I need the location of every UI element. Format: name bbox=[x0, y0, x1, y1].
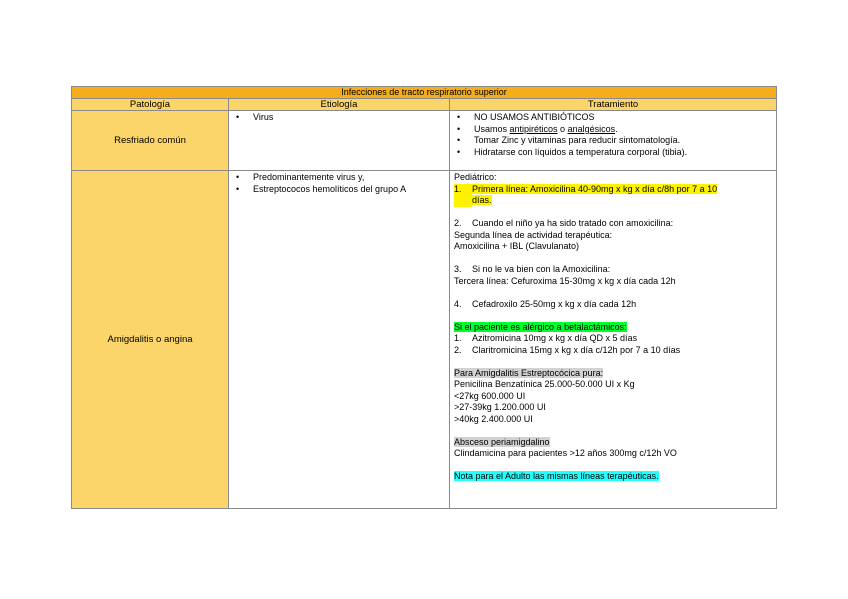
table-row bbox=[72, 171, 777, 509]
list-item: 4. Cefadroxilo 25-50mg x kg x día cada 12h bbox=[454, 298, 637, 309]
tratamiento-resfriado bbox=[450, 111, 777, 171]
list-item: 3. Si no le va bien con la Amoxicilina: bbox=[454, 264, 611, 274]
patologia-resfriado: Resfriado común bbox=[72, 111, 229, 171]
alergico-heading: Si el paciente es alérgico a betalactámicos: bbox=[454, 321, 627, 332]
table-row bbox=[72, 111, 777, 171]
estreptococica-heading: Para Amigdalitis Estreptocócica pura: bbox=[454, 367, 604, 378]
absceso-heading: Absceso periamigdalino bbox=[454, 436, 550, 447]
list-item: 2. Claritromicina 15mg x kg x día c/12h por 7 a 10 días bbox=[454, 344, 681, 355]
table-title: Infecciones de tracto respiratorio superior bbox=[72, 87, 777, 99]
etiologia-amigdalitis bbox=[229, 171, 450, 509]
pediatrico-label: Pediátrico: bbox=[454, 172, 497, 182]
primera-linea: Primera línea: Amoxicilina 40-90mg x kg x día c/8h por 7 a 10 bbox=[472, 183, 718, 194]
header-patologia: Patología bbox=[72, 99, 229, 111]
nota-adulto: Nota para el Adulto las mismas líneas terapéuticas. bbox=[454, 471, 659, 481]
list-item: • Predominantemente virus y, bbox=[253, 172, 445, 184]
list-item: 1. Azitromicina 10mg x kg x día QD x 5 días bbox=[454, 333, 638, 343]
underlined-analgesicos: analgésicos bbox=[567, 123, 616, 134]
list-item: • Estreptococos hemolíticos del grupo A bbox=[253, 184, 445, 196]
respiratory-infections-table bbox=[71, 86, 777, 509]
etiologia-resfriado bbox=[229, 111, 450, 171]
list-item: 1. Primera línea: Amoxicilina 40-90mg x kg x día c/8h por 7 a 10 días. bbox=[454, 183, 718, 205]
patologia-amigdalitis: Amigdalitis o angina bbox=[72, 171, 229, 509]
table-header-row bbox=[72, 99, 777, 111]
list-item: • Usamos antipiréticos o analgésicos. bbox=[474, 124, 772, 136]
list-item: 2. Cuando el niño ya ha sido tratado con amoxicilina: bbox=[454, 218, 674, 228]
table-title-row bbox=[72, 87, 777, 99]
list-item: • NO USAMOS ANTIBIÓTICOS bbox=[474, 112, 772, 124]
list-item: • Virus bbox=[253, 112, 445, 124]
list-item: • Hidratarse con líquidos a temperatura corporal (tibia). bbox=[474, 147, 772, 159]
header-tratamiento: Tratamiento bbox=[450, 99, 777, 111]
list-item: • Tomar Zinc y vitaminas para reducir sintomatología. bbox=[474, 135, 772, 147]
underlined-antipireticos: antipiréticos bbox=[509, 123, 558, 134]
tratamiento-amigdalitis: Pediátrico: 1. Primera línea: Amoxicilina 40-90mg x kg x día c/8h por 7 a 10 días. 2. Cuando el niño ya ha sido tratado con amoxicilina: Segunda línea de actividad terapéutica: Amoxicilina + IBL (Clavulanato) 3. Si no le va bien con la Amoxicilina: Tercera línea: Cefuroxima 15-30mg x kg x día cada 12h 4. Cefadroxilo 25-50mg x kg x día cada 12h Si el paciente es alérgico a betalactámicos: 1. Azitromicina 10mg x kg x día QD x 5 días 2. Claritromicina 15mg x kg x día c/12h por 7 a 10 días Para Amigdalitis Estreptocócica pura: Penicilina Benzatínica 25.000-50.000 UI x Kg <27kg 600.000 UI >27-39kg 1.200.000 UI >40kg 2.400.000 UI Absceso periamigdalino Clindamicina para pacientes >12 años 300mg c/12h VO Nota para el Adulto las mismas líneas terapéuticas. bbox=[450, 171, 777, 509]
header-etiologia: Etiología bbox=[229, 99, 450, 111]
